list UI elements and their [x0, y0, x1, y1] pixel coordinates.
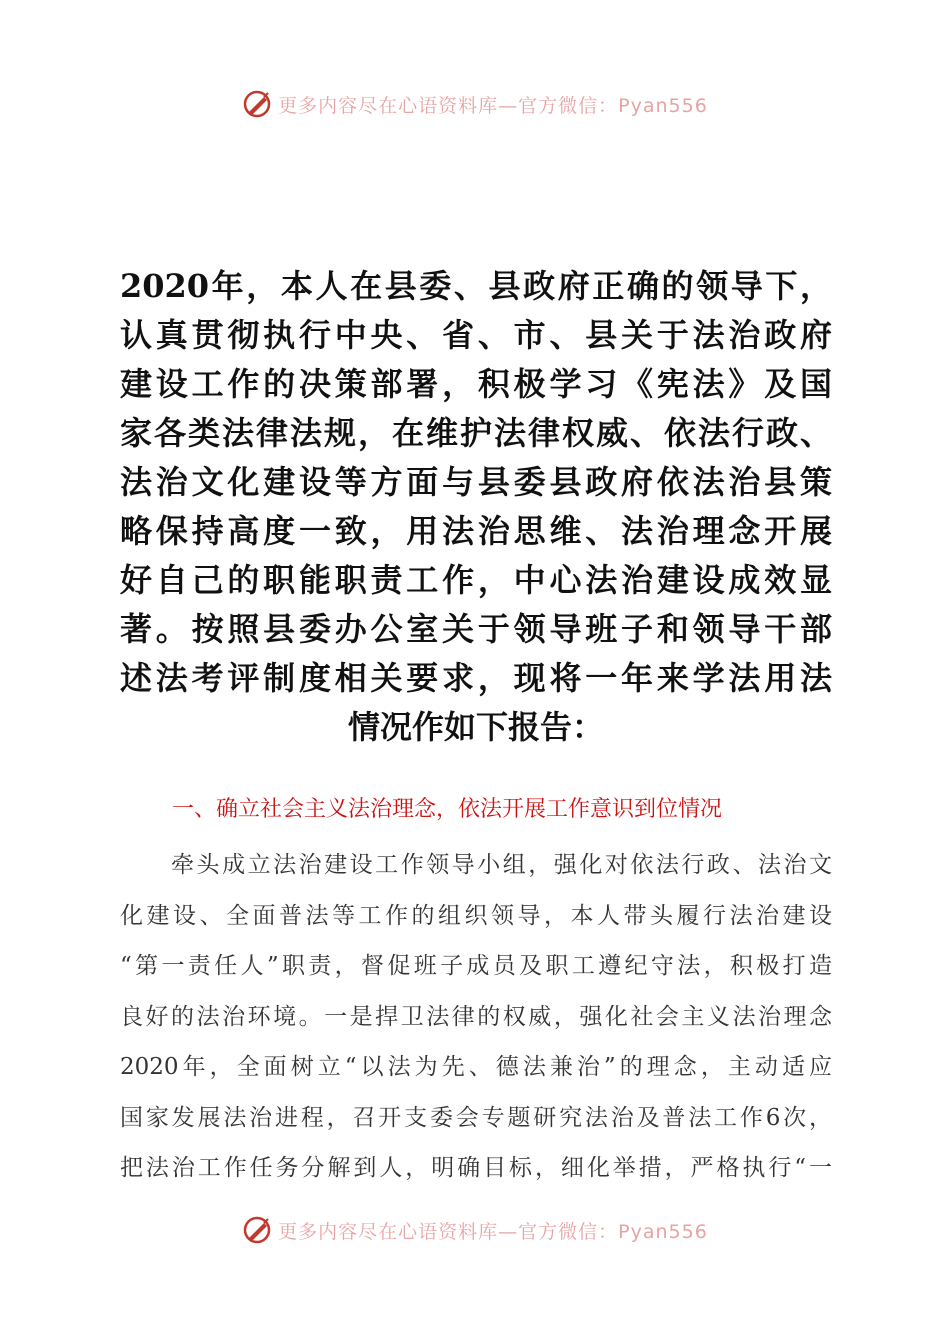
body-line: 良好的法治环境。一是捍卫法律的权威，强化社会主义法治理念 [120, 1003, 832, 1030]
title-line: 2020年，本人在县委、县政府正确的领导下， [120, 267, 832, 305]
watermark-text: 更多内容尽在心语资料库—官方微信：Pyan556 [278, 94, 708, 117]
title-line: 著。按照县委办公室关于领导班子和领导干部 [120, 610, 832, 648]
title-line: 认真贯彻执行中央、省、市、县关于法治政府 [120, 316, 832, 354]
title-line-last: 情况作如下报告： [347, 708, 604, 746]
title-line: 建设工作的决策部署，积极学习《宪法》及国 [120, 365, 832, 403]
title-line: 述法考评制度相关要求，现将一年来学法用法 [120, 659, 832, 697]
body-line: 化建设、全面普法等工作的组织领导，本人带头履行法治建设 [120, 902, 832, 929]
body-line: 牵头成立法治建设工作领导小组，强化对依法行政、法治文 [120, 852, 832, 878]
pen-logo-icon [242, 1215, 272, 1245]
body-line: 把法治工作任务分解到人，明确目标，细化举措，严格执行“一 [120, 1155, 832, 1181]
watermark-footer [0, 1210, 950, 1250]
body-line: 2020年，全面树立“以法为先、德法兼治”的理念，主动适应 [120, 1054, 832, 1080]
body-line: 国家发展法治进程，召开支委会专题研究法治及普法工作6次， [120, 1104, 832, 1131]
title-line: 家各类法律法规，在维护法律权威、依法行政、 [120, 414, 832, 452]
title-line: 略保持高度一致，用法治思维、法治理念开展 [120, 512, 832, 550]
title-line: 好自己的职能职责工作，中心法治建设成效显 [120, 561, 832, 599]
pen-logo-icon [242, 89, 272, 119]
body-line: “第一责任人”职责，督促班子成员及职工遵纪守法，积极打造 [120, 953, 832, 979]
section-heading: 一、确立社会主义法治理念，依法开展工作意识到位情况 [172, 797, 723, 822]
title-line: 法治文化建设等方面与县委县政府依法治县策 [120, 463, 832, 501]
watermark-text: 更多内容尽在心语资料库—官方微信：Pyan556 [278, 1220, 708, 1243]
body-paragraph [120, 840, 832, 1194]
watermark-header [0, 84, 950, 124]
report-title [120, 262, 832, 752]
